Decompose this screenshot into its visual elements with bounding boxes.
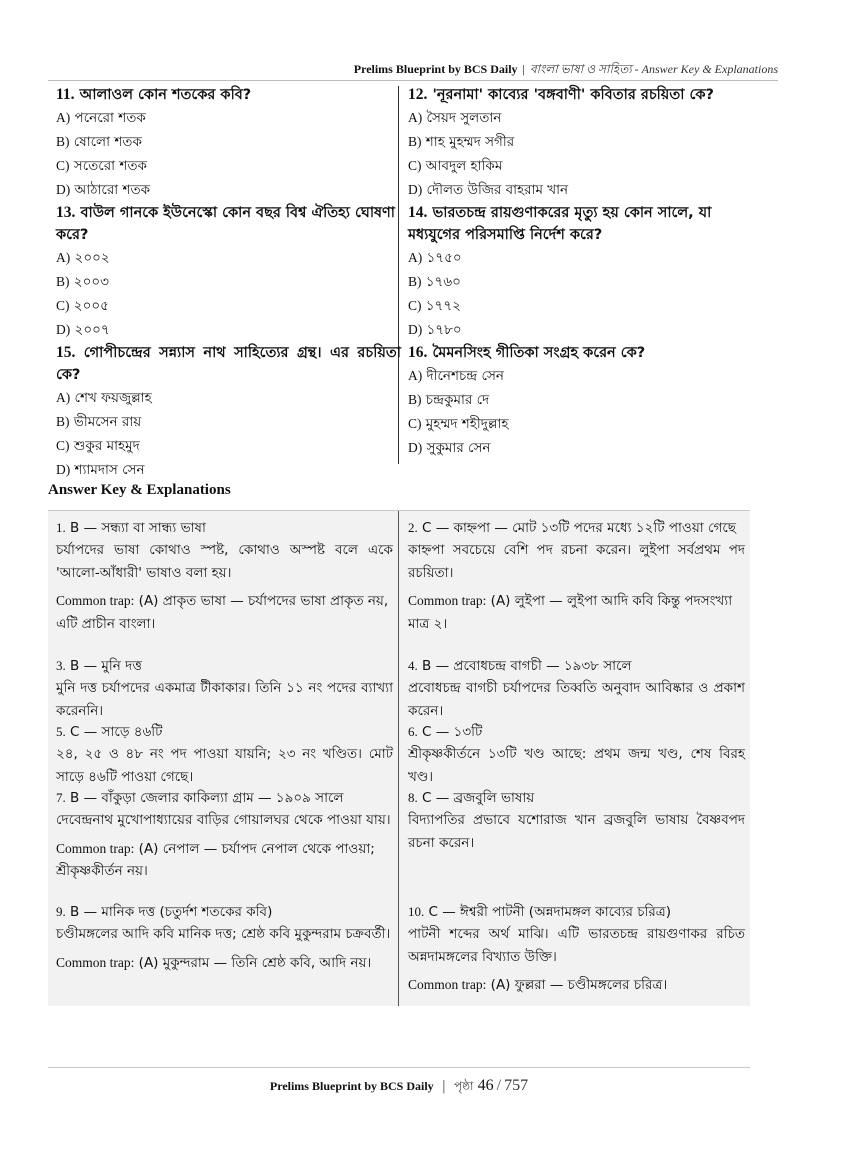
question-stem: 'নূরনামা' কাব্যের 'বঙ্গবাণী' কবিতার রচয়িতা কে? bbox=[432, 87, 714, 103]
option-a bbox=[56, 246, 401, 270]
common-trap-text: (A) ফুল্লরা — চণ্ডীমঙ্গলের চরিত্র। bbox=[490, 977, 668, 993]
page-footer bbox=[48, 1067, 750, 1097]
option-text: শুকুর মাহমুদ bbox=[73, 438, 140, 454]
answer-choice: B — বাঁকুড়া জেলার কাকিল্যা গ্রাম — ১৯০৯ সালে bbox=[70, 790, 344, 806]
answer-title bbox=[56, 721, 393, 743]
answer-explanation: চর্যাপদের ভাষা কোথাও স্পষ্ট, কোথাও অস্পষ্ট বলে একে 'আলো-আঁধারী' ভাষাও বলা হয়। bbox=[56, 542, 393, 581]
option-c bbox=[56, 434, 401, 458]
option-text: ষোলো শতক bbox=[73, 134, 142, 150]
answer-explanation: মুনি দত্ত চর্যাপদের একমাত্র টীকাকার। তিনি ১১ নং পদের ব্যাখ্যা করেননি। bbox=[56, 680, 393, 719]
answer-title bbox=[56, 655, 393, 677]
page-header bbox=[48, 58, 778, 81]
question-block-16 bbox=[408, 342, 753, 460]
common-trap-label: Common trap: bbox=[56, 954, 135, 970]
question-block-11 bbox=[56, 84, 401, 202]
option-letter: D) bbox=[408, 440, 423, 455]
option-letter: A) bbox=[408, 250, 423, 265]
answer-choice: C — ১৩টি bbox=[422, 724, 483, 740]
option-letter: C) bbox=[56, 158, 70, 173]
option-letter: B) bbox=[56, 134, 70, 149]
option-letter: D) bbox=[408, 182, 423, 197]
answer-explanation: বিদ্যাপতির প্রভাবে যশোরাজ খান ব্রজবুলি ভাষায় বৈষ্ণবপদ রচনা করেন। bbox=[408, 812, 745, 851]
answer-number: 5. bbox=[56, 724, 66, 739]
answer-choice: B — মানিক দত্ত (চতুর্দশ শতকের কবি) bbox=[70, 904, 273, 920]
option-letter: D) bbox=[56, 462, 71, 477]
option-letter: B) bbox=[56, 274, 70, 289]
option-text: ১৭৬০ bbox=[425, 274, 461, 290]
page-slash: / bbox=[496, 1077, 502, 1094]
option-text: দৌলত উজির বাহরাম খান bbox=[426, 182, 569, 198]
option-a bbox=[408, 106, 753, 130]
option-letter: A) bbox=[56, 110, 71, 125]
question-text bbox=[56, 84, 401, 106]
page-number: 46 bbox=[477, 1077, 494, 1094]
option-text: দীনেশচন্দ্র সেন bbox=[426, 368, 504, 384]
answer-title bbox=[56, 517, 393, 539]
answer-number: 10. bbox=[408, 904, 425, 919]
option-text: চন্দ্রকুমার দে bbox=[425, 392, 490, 408]
option-a bbox=[408, 246, 753, 270]
question-number: 14. bbox=[408, 204, 428, 221]
questions-right-column bbox=[408, 84, 753, 460]
answer-number: 8. bbox=[408, 790, 418, 805]
answers-panel bbox=[48, 510, 750, 1006]
option-letter: D) bbox=[408, 322, 423, 337]
page-total: 757 bbox=[504, 1077, 529, 1094]
option-text: ২০০৫ bbox=[73, 298, 109, 314]
answer-item-3 bbox=[56, 655, 393, 722]
option-text: শেখ ফয়জুল্লাহ bbox=[74, 390, 152, 406]
answer-number: 9. bbox=[56, 904, 66, 919]
common-trap-text: (A) লুইপা — লুইপা আদি কবি কিন্তু পদসংখ্যা মাত্র ২। bbox=[408, 593, 733, 632]
header-subject: বাংলা ভাষা ও সাহিত্য - Answer Key & Explanations bbox=[529, 62, 778, 76]
option-b bbox=[408, 130, 753, 154]
option-letter: B) bbox=[56, 414, 70, 429]
answer-choice: C — ঈশ্বরী পাটনী (অন্নদামঙ্গল কাব্যের চরিত্র) bbox=[428, 904, 671, 920]
question-stem: বাউল গানকে ইউনেস্কো কোন বছর বিশ্ব ঐতিহ্য ঘোষণা করে? bbox=[56, 205, 396, 243]
option-b bbox=[408, 388, 753, 412]
option-a bbox=[56, 106, 401, 130]
question-stem: মৈমনসিংহ গীতিকা সংগ্রহ করেন কে? bbox=[432, 345, 646, 361]
question-stem: গোপীচন্দ্রের সন্ন্যাস নাথ সাহিত্যের গ্রন্থ। এর রচয়িতা কে? bbox=[56, 345, 401, 383]
common-trap-label: Common trap: bbox=[56, 593, 135, 608]
option-letter: A) bbox=[408, 368, 423, 383]
answer-explanation: কাহ্নপা সবচেয়ে বেশি পদ রচনা করেন। লুইপা সর্বপ্রথম পদ রচয়িতা। bbox=[408, 542, 745, 581]
answer-key-heading: Answer Key & Explanations bbox=[48, 482, 231, 498]
answer-number: 4. bbox=[408, 658, 418, 673]
answer-explanation: শ্রীকৃষ্ণকীর্তনে ১৩টি খণ্ড আছে: প্রথম জন্ম খণ্ড, শেষ বিরহ খণ্ড। bbox=[408, 746, 745, 785]
answer-explanation: ২৪, ২৫ ও ৪৮ নং পদ পাওয়া যায়নি; ২৩ নং খণ্ডিত। মোট সাড়ে ৪৬টি পাওয়া গেছে। bbox=[56, 746, 393, 785]
answer-number: 3. bbox=[56, 658, 66, 673]
question-number: 13. bbox=[56, 204, 76, 221]
common-trap-text: (A) নেপাল — চর্যাপদ নেপাল থেকে পাওয়া; শ্রীকৃষ্ণকীর্তন নয়। bbox=[56, 840, 375, 879]
option-text: সুকুমার সেন bbox=[426, 440, 491, 456]
answer-choice: C — সাড়ে ৪৬টি bbox=[70, 724, 163, 740]
option-c bbox=[408, 154, 753, 178]
question-stem: ভারতচন্দ্র রায়গুণাকরের মৃত্যু হয় কোন সালে, যা মধ্যযুগের পরিসমাপ্তি নির্দেশ করে? bbox=[408, 205, 712, 243]
option-letter: A) bbox=[408, 110, 423, 125]
header-brand: Prelims Blueprint by BCS Daily bbox=[353, 62, 518, 76]
questions-left-column bbox=[56, 84, 401, 482]
common-trap-label: Common trap: bbox=[408, 977, 487, 992]
option-text: মুহম্মদ শহীদুল্লাহ bbox=[425, 416, 509, 432]
common-trap-label: Common trap: bbox=[56, 840, 135, 856]
answer-title bbox=[408, 721, 745, 743]
answer-item-5 bbox=[56, 721, 393, 788]
common-trap-text: (A) মুকুন্দরাম — তিনি শ্রেষ্ঠ কবি, আদি নয়। bbox=[138, 954, 372, 971]
option-text: ২০০৭ bbox=[74, 322, 110, 338]
answer-number: 6. bbox=[408, 724, 418, 739]
answer-number: 1. bbox=[56, 520, 66, 535]
answer-title bbox=[56, 901, 393, 923]
option-letter: B) bbox=[408, 392, 422, 407]
option-a bbox=[408, 364, 753, 388]
option-text: পনেরো শতক bbox=[74, 110, 146, 126]
option-letter: B) bbox=[408, 274, 422, 289]
question-text bbox=[408, 84, 753, 106]
option-text: ২০০৩ bbox=[73, 274, 109, 290]
question-number: 15. bbox=[56, 344, 76, 361]
answer-item-4 bbox=[408, 655, 745, 722]
option-b bbox=[408, 270, 753, 294]
option-b bbox=[56, 410, 401, 434]
option-b bbox=[56, 270, 401, 294]
answer-choice: C — ব্রজবুলি ভাষায় bbox=[422, 790, 535, 806]
question-block-12 bbox=[408, 84, 753, 202]
option-text: সৈয়দ সুলতান bbox=[426, 110, 502, 126]
question-text bbox=[408, 342, 753, 364]
answer-title bbox=[408, 655, 745, 677]
option-letter: C) bbox=[408, 298, 422, 313]
answer-item-6 bbox=[408, 721, 745, 788]
questions-section bbox=[48, 84, 750, 478]
answer-item-2 bbox=[408, 517, 745, 635]
option-d bbox=[56, 458, 401, 482]
answer-number: 7. bbox=[56, 790, 66, 805]
option-letter: C) bbox=[56, 298, 70, 313]
option-letter: B) bbox=[408, 134, 422, 149]
question-text bbox=[408, 202, 753, 246]
footer-brand: Prelims Blueprint by BCS Daily bbox=[269, 1079, 434, 1093]
option-c bbox=[408, 412, 753, 436]
option-text: শ্যামদাস সেন bbox=[74, 462, 145, 478]
option-letter: D) bbox=[56, 322, 71, 337]
option-letter: C) bbox=[408, 158, 422, 173]
option-text: ১৭৫০ bbox=[426, 250, 462, 266]
option-d bbox=[56, 178, 401, 202]
question-stem: আলাওল কোন শতকের কবি? bbox=[79, 87, 252, 103]
answer-item-9 bbox=[56, 901, 393, 974]
answer-choice: B — মুনি দত্ত bbox=[70, 658, 142, 674]
answer-choice: B — সন্ধ্যা বা সান্ধ্য ভাষা bbox=[70, 520, 206, 536]
question-number: 11. bbox=[56, 86, 75, 103]
question-number: 12. bbox=[408, 86, 428, 103]
answer-explanation: প্রবোধচন্দ্র বাগচী চর্যাপদের তিব্বতি অনুবাদ আবিষ্কার ও প্রকাশ করেন। bbox=[408, 680, 745, 719]
option-d bbox=[408, 318, 753, 342]
option-text: ১৭৮০ bbox=[426, 322, 462, 338]
option-d bbox=[408, 436, 753, 460]
page-label: পৃষ্ঠা bbox=[454, 1079, 474, 1093]
option-d bbox=[408, 178, 753, 202]
option-text: ভীমসেন রায় bbox=[73, 414, 142, 430]
answer-title bbox=[408, 901, 745, 923]
option-text: ২০০২ bbox=[74, 250, 110, 266]
option-text: আবদুল হাকিম bbox=[425, 158, 503, 174]
question-text bbox=[56, 342, 401, 386]
answers-column-divider bbox=[398, 511, 399, 1006]
option-c bbox=[56, 294, 401, 318]
common-trap bbox=[408, 590, 745, 635]
answer-title bbox=[408, 517, 745, 539]
option-text: ১৭৭২ bbox=[425, 298, 461, 314]
question-number: 16. bbox=[408, 344, 428, 361]
common-trap bbox=[408, 974, 745, 997]
common-trap-label: Common trap: bbox=[408, 593, 487, 608]
question-text bbox=[56, 202, 401, 246]
option-text: শাহ মুহম্মদ সগীর bbox=[425, 134, 515, 150]
answer-choice: C — কাহ্নপা — মোট ১৩টি পদের মধ্যে ১২টি পাওয়া গেছে bbox=[422, 520, 736, 536]
question-block-15 bbox=[56, 342, 401, 482]
option-text: সতেরো শতক bbox=[73, 158, 147, 174]
answer-item-1 bbox=[56, 517, 393, 635]
common-trap bbox=[56, 590, 393, 635]
answer-explanation: চণ্ডীমঙ্গলের আদি কবি মানিক দত্ত; শ্রেষ্ঠ কবি মুকুন্দরাম চক্রবর্তী। bbox=[56, 926, 391, 942]
option-a bbox=[56, 386, 401, 410]
header-separator: | bbox=[522, 62, 525, 76]
option-text: আঠারো শতক bbox=[74, 182, 151, 198]
question-block-13 bbox=[56, 202, 401, 342]
answer-choice: B — প্রবোধচন্দ্র বাগচী — ১৯৩৮ সালে bbox=[422, 658, 632, 674]
option-d bbox=[56, 318, 401, 342]
answer-item-7 bbox=[56, 787, 393, 883]
footer-separator: | bbox=[441, 1079, 447, 1094]
common-trap bbox=[56, 952, 393, 975]
option-letter: C) bbox=[56, 438, 70, 453]
option-letter: A) bbox=[56, 390, 71, 405]
answer-explanation: দেবেন্দ্রনাথ মুখোপাধ্যায়ের বাড়ির গোয়ালঘর থেকে পাওয়া যায়। bbox=[56, 812, 391, 828]
option-c bbox=[408, 294, 753, 318]
answer-item-10 bbox=[408, 901, 745, 997]
option-letter: D) bbox=[56, 182, 71, 197]
common-trap-text: (A) প্রাকৃত ভাষা — চর্যাপদের ভাষা প্রাকৃত নয়, এটি প্রাচীন বাংলা। bbox=[56, 593, 389, 632]
answer-number: 2. bbox=[408, 520, 418, 535]
option-letter: A) bbox=[56, 250, 71, 265]
answer-explanation: পাটনী শব্দের অর্থ মাঝি। এটি ভারতচন্দ্র রায়গুণাকর রচিত অন্নদামঙ্গলের বিখ্যাত উক্তি। bbox=[408, 926, 745, 965]
answer-item-8 bbox=[408, 787, 745, 854]
option-c bbox=[56, 154, 401, 178]
answer-title bbox=[56, 787, 393, 809]
common-trap bbox=[56, 838, 393, 883]
question-block-14 bbox=[408, 202, 753, 342]
answer-title bbox=[408, 787, 745, 809]
option-letter: C) bbox=[408, 416, 422, 431]
option-b bbox=[56, 130, 401, 154]
